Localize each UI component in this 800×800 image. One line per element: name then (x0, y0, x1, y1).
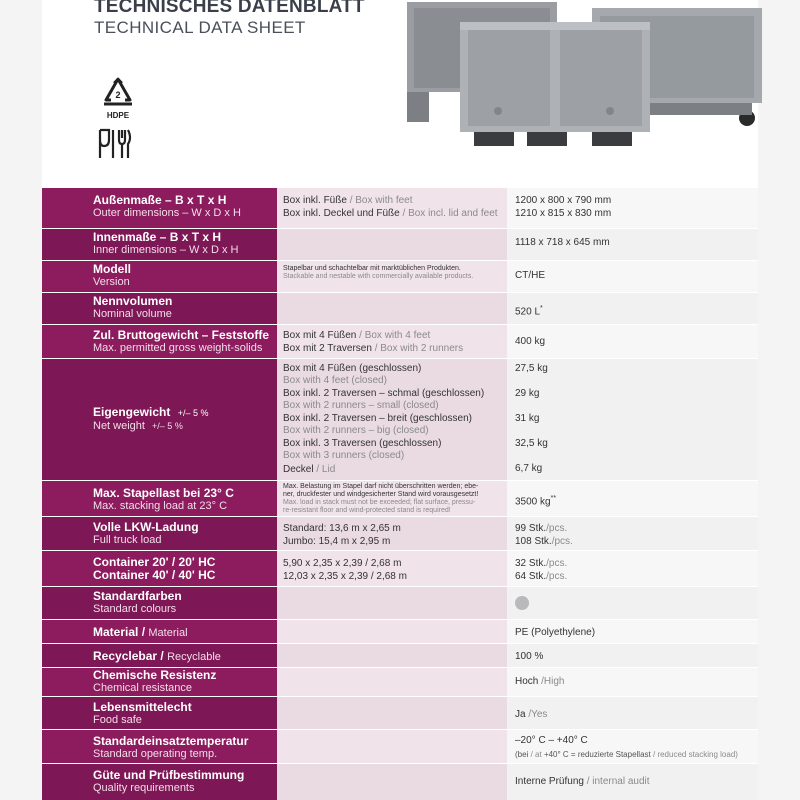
table-row-standard-colours (42, 587, 758, 619)
desc: 12,03 x 2,35 x 2,39 / 2,68 m (283, 571, 407, 582)
footnote-mark: * (540, 305, 543, 312)
row-description (277, 261, 507, 292)
row-label (42, 551, 277, 586)
row-description (277, 587, 507, 619)
table-row-chemical-resistance (42, 668, 758, 696)
label-english: Recyclable (167, 651, 221, 663)
value: 1118 x 718 x 645 mm (515, 237, 610, 248)
row-label (42, 644, 277, 667)
table-row-truck-load (42, 517, 758, 550)
label-german: Innenmaße – B x T x H (93, 230, 222, 244)
desc-english: Stackable and nestable with commercially available products. (283, 273, 474, 280)
row-label (42, 359, 277, 480)
row-value (507, 644, 758, 667)
row-label (42, 697, 277, 729)
value: Interne Prüfung (515, 776, 584, 787)
row-description (277, 668, 507, 696)
food-safe-icon (97, 126, 133, 162)
row-value (507, 668, 758, 696)
row-value (507, 293, 758, 324)
value-english: /Yes (528, 709, 548, 720)
desc-english: Max. load in stack must not be exceeded; flat surface, pressu- (283, 499, 476, 506)
row-value (507, 261, 758, 292)
hdpe-label: HDPE (106, 111, 130, 120)
value: CT/HE (515, 270, 545, 281)
row-label (42, 481, 277, 516)
desc-english: Box with 4 feet (364, 330, 431, 341)
row-label (42, 620, 277, 643)
row-description (277, 229, 507, 260)
spec-table (42, 188, 758, 800)
desc-german: Deckel (283, 464, 314, 475)
table-row-food-safe (42, 697, 758, 729)
value: 108 Stk. (515, 536, 552, 547)
value: Ja (515, 709, 526, 720)
desc-english: re-resistant floor and wind-protected stand is required! (283, 507, 451, 514)
label-english: Standard operating temp. (93, 748, 218, 760)
value: 400 kg (515, 336, 546, 347)
desc-english: Box with 2 runners – small (closed) (283, 400, 439, 411)
row-description (277, 730, 507, 763)
label-english: Max. permitted gross weight-solids (93, 342, 263, 354)
value: 32 Stk. (515, 558, 547, 569)
desc-english: Box with 2 runners (380, 343, 464, 354)
title-german: TECHNISCHES DATENBLATT (94, 0, 365, 17)
title-english: TECHNICAL DATA SHEET (94, 18, 306, 37)
label-german: Standardfarben (93, 589, 182, 603)
value-english: /pcs. (551, 536, 573, 547)
label-english: Version (93, 276, 130, 288)
label-english: Food safe (93, 714, 142, 726)
table-row-material (42, 620, 758, 643)
row-description: Box mit 4 Füßen (geschlossen) Box with 4 feet (closed) Box inkl. 2 Traversen – schmal (geschlossen) Box with 2 runners – small (closed) Box inkl. 2 Traversen – breit (geschlossen) Box with 2 runners – big (closed) Box inkl. 3 Traversen (geschlossen) Box with 3 runners (closed) Deckel / Lid (277, 359, 507, 480)
recycle-hdpe-icon (100, 76, 136, 122)
table-row-net-weight (42, 359, 758, 480)
row-value (507, 481, 758, 516)
row-value (507, 517, 758, 550)
label-german: Lebensmittelecht (93, 700, 192, 714)
desc-english: Box incl. lid and feet (408, 208, 498, 219)
value: 520 L (515, 306, 541, 318)
row-label (42, 668, 277, 696)
row-description (277, 620, 507, 643)
pallet-box-product-image (402, 0, 772, 160)
tolerance: +/– 5 % (177, 408, 209, 418)
row-label (42, 730, 277, 763)
row-value (507, 764, 758, 800)
label-german: Eigengewicht (93, 405, 171, 419)
label-german: Container 20' / 20' HC (93, 555, 216, 569)
row-value (507, 229, 758, 260)
desc-german: ner, druckfester und windgesicherter Stand wird vorausgesetzt! (283, 491, 479, 498)
label-german: Chemische Resistenz (93, 668, 217, 682)
row-description (277, 697, 507, 729)
value: 32,5 kg (515, 438, 548, 449)
row-description (277, 293, 507, 324)
label-german: Recyclebar (93, 649, 158, 663)
row-description (277, 517, 507, 550)
value: 27,5 kg (515, 363, 548, 374)
note-english: / at (530, 750, 542, 759)
label-english: Standard colours (93, 603, 177, 615)
label-english: Full truck load (93, 534, 162, 546)
slash: / (160, 649, 164, 663)
desc-english: Box with 4 feet (closed) (283, 375, 387, 386)
row-label (42, 188, 277, 228)
table-row-inner-dimensions (42, 229, 758, 260)
note: (bei (515, 750, 529, 759)
row-label (42, 325, 277, 358)
row-value (507, 730, 758, 763)
row-label (42, 261, 277, 292)
row-value (507, 359, 758, 480)
value: 100 % (515, 651, 544, 662)
value-english: /pcs. (546, 571, 568, 582)
desc-german: Box inkl. Deckel und Füße (283, 208, 400, 219)
value-english: /High (541, 676, 565, 687)
row-description: Box inkl. Füße / Box with feet Box inkl. Deckel und Füße / Box incl. lid and feet (277, 188, 507, 228)
footnote-mark: ** (550, 495, 557, 502)
desc-german: Box mit 4 Füßen (geschlossen) (283, 363, 422, 374)
desc-english: Box with feet (355, 195, 413, 206)
desc-english: Box with 2 runners – big (closed) (283, 425, 429, 436)
label-german: Zul. Bruttogewicht – Feststoffe (93, 328, 270, 342)
row-label (42, 293, 277, 324)
tolerance: +/– 5 % (152, 421, 183, 431)
label-german: Volle LKW-Ladung (93, 520, 199, 534)
value: 1210 x 815 x 830 mm (515, 208, 612, 219)
desc-german: Box inkl. Füße (283, 195, 347, 206)
table-row-stacking-load (42, 481, 758, 516)
value-english: /pcs. (546, 523, 568, 534)
desc: 5,90 x 2,35 x 2,39 / 2,68 m (283, 558, 402, 569)
label-english: Nominal volume (93, 308, 172, 320)
table-row-container (42, 551, 758, 586)
label-english: Outer dimensions – W x D x H (93, 207, 241, 219)
desc-german: Box mit 4 Füßen (283, 330, 357, 341)
label-english: Material (148, 627, 188, 639)
row-value (507, 325, 758, 358)
row-description (277, 551, 507, 586)
desc-german: Box inkl. 2 Traversen – breit (geschlossen) (283, 413, 472, 424)
label-german: Max. Stapellast bei 23° C (93, 486, 234, 500)
desc: Jumbo: 15,4 m x 2,95 m (283, 536, 391, 547)
row-description (277, 481, 507, 516)
header (42, 0, 758, 188)
value: –20° C – +40° C (515, 735, 588, 746)
slash: / (141, 625, 146, 639)
desc-german: Max. Belastung im Stapel darf nicht überschritten werden; ebe- (283, 483, 479, 490)
left-margin (0, 0, 42, 800)
value: 3500 kg (515, 496, 551, 508)
value: 6,7 kg (515, 463, 543, 474)
value: 31 kg (515, 413, 540, 424)
table-row-nominal-volume (42, 293, 758, 324)
desc-english: Box with 3 runners (closed) (283, 450, 405, 461)
row-description: Box mit 4 Füßen / Box with 4 feet Box mit 2 Traversen / Box with 2 runners (277, 325, 507, 358)
value: Hoch (515, 676, 539, 687)
note: +40° C = reduzierte Stapellast (543, 750, 651, 759)
label-english: Inner dimensions – W x D x H (93, 244, 239, 256)
table-row-operating-temperature (42, 730, 758, 763)
value-english: /pcs. (546, 558, 568, 569)
label-english: Max. stacking load at 23° C (93, 500, 228, 512)
value: 29 kg (515, 388, 540, 399)
desc-german: Box inkl. 2 Traversen – schmal (geschlossen) (283, 388, 485, 399)
label-german: Container 40' / 40' HC (93, 568, 216, 582)
desc-german: Box mit 2 Traversen (283, 343, 372, 354)
row-description (277, 644, 507, 667)
colour-swatch-grey (515, 596, 529, 610)
label-english: Quality requirements (93, 782, 195, 794)
value: PE (Polyethylene) (515, 627, 596, 638)
desc: Standard: 13,6 m x 2,65 m (283, 523, 401, 534)
table-row-quality-requirements (42, 764, 758, 800)
table-row-version (42, 261, 758, 292)
label-german: Außenmaße – B x T x H (93, 193, 227, 207)
desc-german: Box inkl. 3 Traversen (geschlossen) (283, 438, 442, 449)
recycle-code: 2 (115, 90, 121, 100)
table-row-recyclable (42, 644, 758, 667)
row-label (42, 229, 277, 260)
row-description (277, 764, 507, 800)
value: 1200 x 800 x 790 mm (515, 195, 612, 206)
value: 64 Stk. (515, 571, 547, 582)
desc-english: Lid (321, 464, 336, 475)
row-value (507, 551, 758, 586)
row-value (507, 697, 758, 729)
value-english: / internal audit (586, 776, 650, 787)
row-label (42, 587, 277, 619)
row-value (507, 620, 758, 643)
label-german: Modell (93, 262, 131, 276)
label-english: Chemical resistance (93, 682, 193, 694)
label-german: Standardeinsatztemperatur (93, 734, 249, 748)
note-english: / reduced stacking load) (653, 750, 738, 759)
row-label (42, 517, 277, 550)
label-german: Nennvolumen (93, 294, 173, 308)
table-row-outer-dimensions (42, 188, 758, 228)
label-english: Net weight (93, 420, 145, 432)
row-label (42, 764, 277, 800)
value: 99 Stk. (515, 523, 547, 534)
label-german: Güte und Prüfbestimmung (93, 768, 245, 782)
table-row-gross-weight (42, 325, 758, 358)
label-german: Material (93, 625, 139, 639)
row-value (507, 587, 758, 619)
row-value (507, 188, 758, 228)
desc-german: Stapelbar und schachtelbar mit marktüblichen Produkten. (283, 265, 461, 272)
